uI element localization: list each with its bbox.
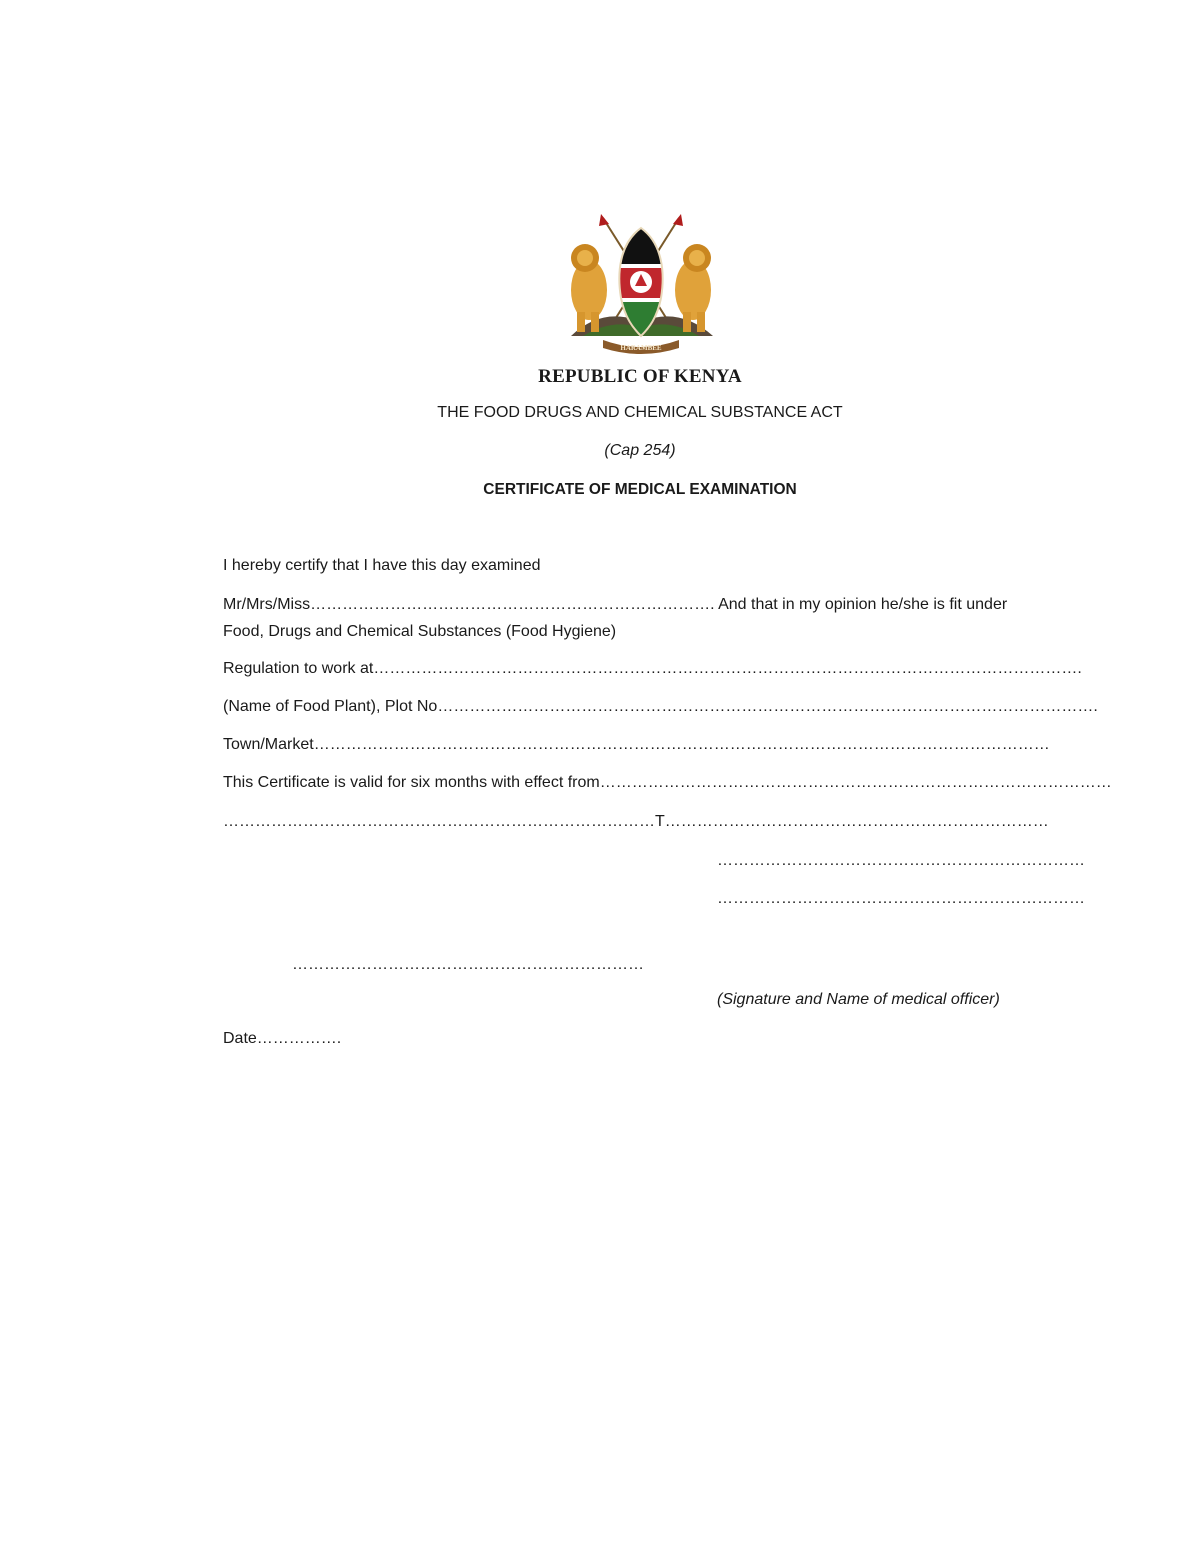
date-range-line — [223, 812, 1049, 832]
name-suffix: And that in my opinion he/she is fit under — [714, 596, 1008, 613]
range-end-blank[interactable]: ……………………………………………………………… — [664, 813, 1049, 830]
name-line — [223, 595, 1007, 615]
plant-prefix: (Name of Food Plant), Plot No — [223, 698, 438, 715]
motto-text: HARAMBEE — [620, 344, 662, 352]
work-blank[interactable]: ……………………………………………………………………………………………………………………. — [373, 660, 1082, 677]
work-line — [223, 659, 1082, 679]
plant-line — [223, 697, 1098, 717]
plot-blank[interactable]: ……………………………………………………………………………………………………………. — [437, 698, 1098, 715]
valid-from-blank[interactable]: …………………………………………………………………………………… — [599, 774, 1112, 791]
date-blank[interactable]: ……………. — [256, 1030, 342, 1047]
extra-blank-1[interactable]: …………………………………………………………… — [717, 852, 1085, 869]
signature-blank[interactable]: ………………………………………………………… — [292, 956, 644, 973]
name-blank[interactable]: …………………………………………………………………. — [310, 596, 715, 613]
range-start-blank[interactable]: ……………………………………………………………………… — [223, 813, 655, 830]
date-label: Date — [223, 1030, 257, 1047]
country-heading: REPUBLIC OF KENYA — [538, 366, 742, 387]
town-prefix: Town/Market — [223, 736, 314, 753]
town-line — [223, 735, 1050, 755]
town-blank[interactable]: ………………………………………………………………………………………………………………………… — [313, 736, 1050, 753]
name-prefix: Mr/Mrs/Miss — [223, 596, 311, 613]
signature-label: (Signature and Name of medical officer) — [717, 991, 1000, 1008]
range-separator: T — [655, 813, 665, 830]
extra-blank-2[interactable]: …………………………………………………………… — [717, 890, 1085, 907]
regulation-line: Food, Drugs and Chemical Substances (Food Hygiene) — [223, 623, 617, 640]
date-line — [223, 1029, 341, 1049]
kenya-coat-of-arms — [563, 214, 719, 354]
cap-reference: (Cap 254) — [604, 442, 676, 459]
work-prefix: Regulation to work at — [223, 660, 374, 677]
intro-line: I hereby certify that I have this day examined — [223, 557, 541, 574]
certificate-title: CERTIFICATE OF MEDICAL EXAMINATION — [483, 481, 797, 498]
validity-line — [223, 773, 1112, 793]
act-heading: THE FOOD DRUGS AND CHEMICAL SUBSTANCE ACT — [437, 404, 843, 421]
valid-prefix: This Certificate is valid for six months with effect from — [223, 774, 600, 791]
